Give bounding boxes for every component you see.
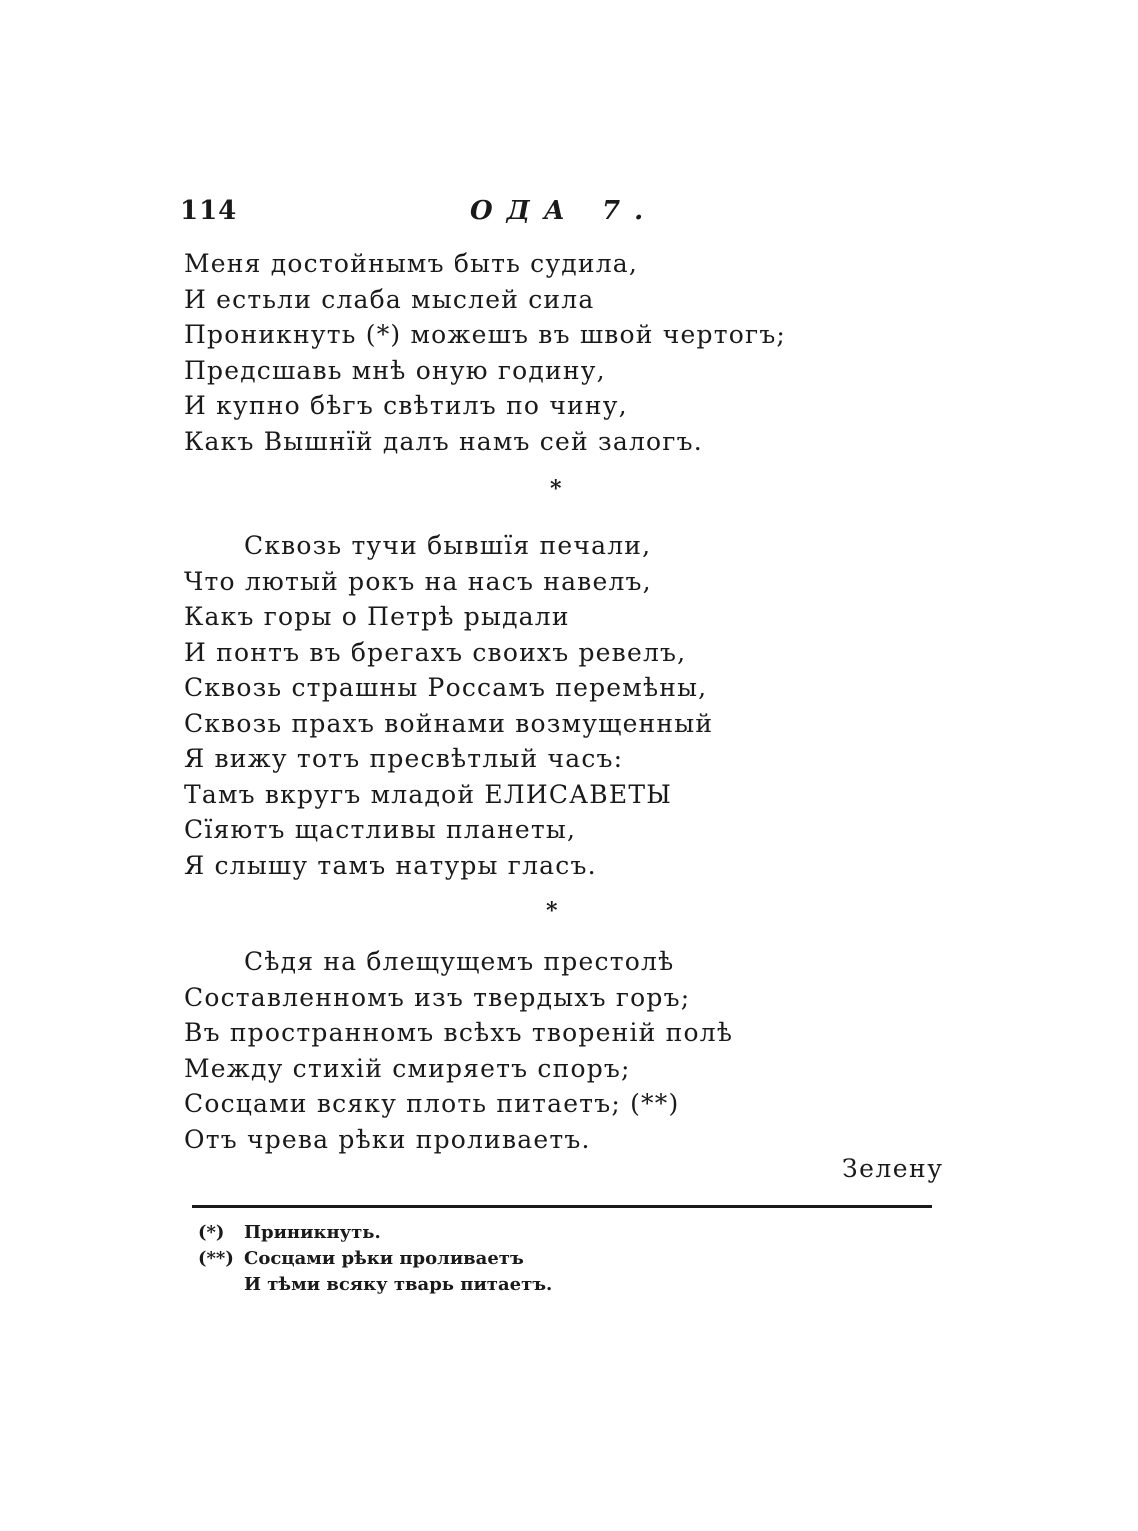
page-header — [180, 196, 658, 236]
verse-line: Я слышу тамъ натуры гласъ. — [184, 850, 597, 880]
verse-line: Сквозь тучи бывшїя печали, — [244, 531, 652, 560]
verse-line: Я вижу тотъ пресвѣтлый часъ: — [184, 744, 624, 773]
verse-line: Сосцами всяку плоть питаетъ; (**) — [184, 1089, 680, 1118]
verse-line: Составленномъ изъ твердыхъ горъ; — [184, 982, 691, 1012]
verse-line: Предсшавь мнѣ оную годину, — [184, 355, 606, 385]
verse-line: Отъ чрева рѣки проливаетъ. — [184, 1124, 591, 1154]
verse-line: Сквозь прахъ войнами возмущенный — [184, 708, 714, 738]
verse-line: Сїяютъ щастливы планеты, — [184, 815, 577, 844]
verse-line: Меня достойнымъ быть судила, — [184, 249, 639, 278]
verse-line: Сквозь страшны Россамъ перемѣны, — [184, 673, 708, 702]
footnote-2 — [198, 1246, 898, 1272]
stanza-separator: * — [550, 476, 562, 502]
verse-line: Какъ горы о Петрѣ рыдали — [184, 602, 570, 631]
verse-line: Что лютый рокъ на насъ навелъ, — [184, 566, 652, 596]
footnote-mark: (*) — [198, 1222, 225, 1243]
verse-line: И естьли слаба мыслей сила — [184, 284, 595, 314]
stanza-1 — [184, 246, 804, 459]
verse-line: И понтъ въ брегахъ своихъ ревелъ, — [184, 637, 687, 667]
verse-line: Проникнуть (*) можешъ въ швой чертогъ; — [184, 320, 787, 349]
stanza-separator: * — [546, 898, 558, 924]
footnote-2-continuation: И тѣми всяку тварь питаетъ. — [244, 1274, 553, 1295]
verse-line: Сѣдя на блещущемъ престолѣ — [244, 947, 675, 976]
stanza-2 — [184, 528, 804, 883]
footnote-text: Сосцами рѣки проливаетъ — [244, 1248, 524, 1269]
verse-line: Между стихій смиряетъ споръ; — [184, 1053, 631, 1083]
verse-line: Какъ Вышнїй далъ намъ сей залогъ. — [184, 426, 703, 456]
catchword: Зелену — [842, 1154, 944, 1183]
stanza-3 — [184, 944, 804, 1157]
verse-line: Въ пространномъ всѣхъ твореній полѣ — [184, 1018, 734, 1047]
verse-line: И купно бѣгъ свѣтилъ по чину, — [184, 391, 628, 420]
footnote-divider — [192, 1205, 932, 1208]
page-number: 114 — [180, 196, 238, 226]
footnotes — [198, 1220, 898, 1298]
footnote-text: Приникнуть. — [244, 1222, 381, 1243]
footnote-1 — [198, 1220, 898, 1246]
footnote-mark: (**) — [198, 1248, 234, 1269]
running-title: ОДА 7. — [470, 196, 658, 226]
verse-line: Тамъ вкругъ младой ЕЛИСАВЕТЫ — [184, 779, 672, 809]
